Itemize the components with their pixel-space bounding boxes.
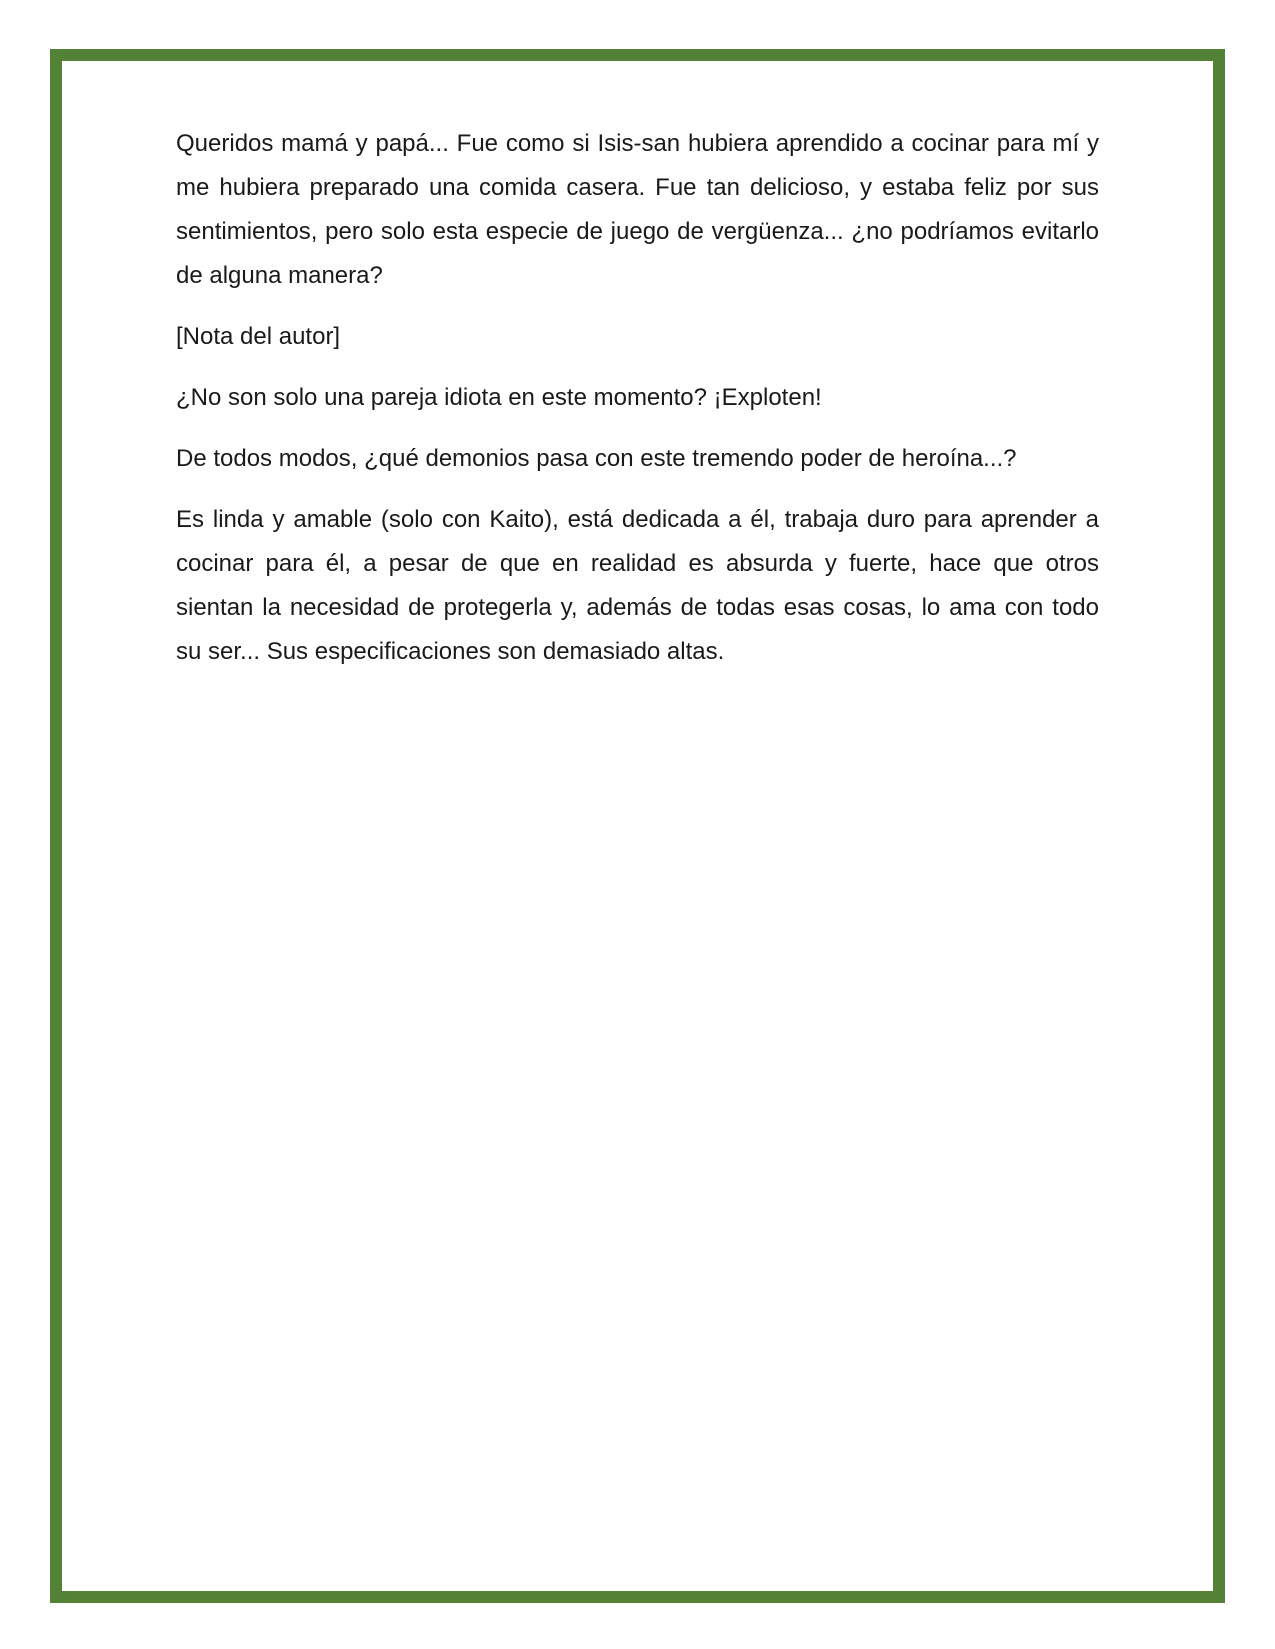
paragraph-idiot-couple: ¿No son solo una pareja idiota en este momento? ¡Exploten! [176,384,822,411]
paragraph-heroine-power: De todos modos, ¿qué demonios pasa con este tremendo poder de heroína...? [176,445,1017,472]
paragraph-specifications: Es linda y amable (solo con Kaito), está dedicada a él, trabaja duro para aprender a cocinar para él, a pesar de que en realidad es absurda y fuerte, hace que otros sientan la necesidad de protegerla y, además de todas esas cosas, lo ama con todo su ser... Sus especificaciones son demasiado altas. [176,506,1099,665]
document-body [176,122,1099,691]
paragraph-letter: Queridos mamá y papá... Fue como si Isis-san hubiera aprendido a cocinar para mí y me hubiera preparado una comida casera. Fue tan delicioso, y estaba feliz por sus sentimientos, pero solo esta especie de juego de vergüenza... ¿no podríamos evitarlo de alguna manera? [176,130,1099,289]
paragraph-author-note-heading: [Nota del autor] [176,323,341,350]
